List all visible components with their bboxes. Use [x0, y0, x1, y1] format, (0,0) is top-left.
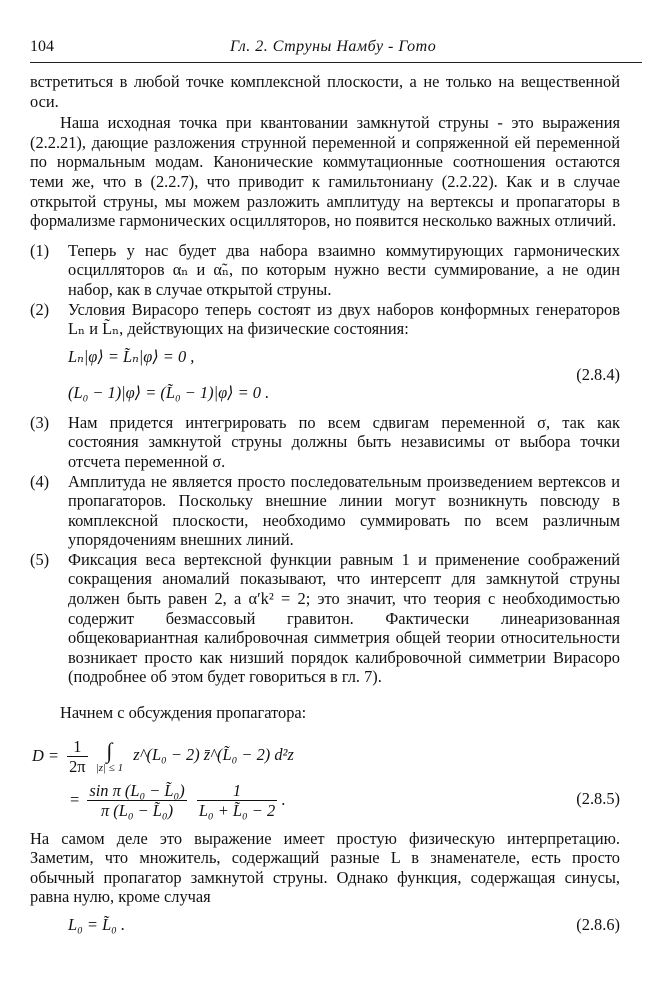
list-item-number: (3): [30, 412, 50, 432]
fraction-numerator: 1: [67, 737, 87, 758]
integral-sign: ∫: [106, 737, 113, 763]
fraction: [87, 781, 186, 821]
list-item-text: Фиксация веса вертексной функции равным 1 и применение соображений сокращения аномалий показывают, что интерсепт для замкнутой струны должен быть равен 2, а α′k² = 2; это значит, что теория с необходимостью содержит безмассовый гравитон. Фактически линеаризованная общековариантная калибровочная симметрия общей теории относительности возникает просто как низший порядок калибровочной симметрии Вирасоро (подробнее об этом будет говориться в гл. 7).: [68, 549, 620, 687]
fraction: [197, 781, 277, 821]
integrand: z^(L₀ − 2) z̄^(L̃₀ − 2) d²z: [133, 745, 294, 765]
paragraph-continuation: встретиться в любой точке комплексной плоскости, а не только на вещественной оси.: [30, 72, 620, 111]
list-item-number: (2): [30, 299, 50, 319]
list-item-number: (4): [30, 471, 50, 491]
fraction-denominator: L₀ + L̃₀ − 2: [198, 801, 276, 821]
list-item: [30, 413, 620, 472]
list-item-text: Теперь у нас будет два набора взаимно коммутирующих гармонических осцилляторов αₙ и α̃ₙ, по которым нужно вести суммирование, а не один набор, как в случае открытой струны.: [68, 240, 620, 299]
fraction: [67, 737, 87, 777]
list-item-text: Условия Вирасоро теперь состоят из двух наборов конформных генераторов Lₙ и L̃ₙ, действующих на физические состояния:: [68, 299, 620, 339]
equation-2-8-6: [30, 915, 620, 939]
fraction-numerator: sin π (L₀ − L̃₀): [89, 780, 185, 800]
list-item: [30, 241, 620, 300]
list-item: [30, 300, 620, 339]
equation-line: L₀ = L̃₀ .: [68, 915, 126, 934]
list-item-text: Амплитуда не является просто последовательным произведением вертексов и пропагаторов. Поскольку внешние линии могут возникнуть повсюду в комплексной плоскости, необходимо суммировать по всем различным упорядочениям внешних линий.: [68, 471, 620, 550]
equation-2-8-4: [30, 343, 620, 409]
running-title: Гл. 2. Струны Намбу - Гото: [230, 38, 437, 55]
equation-line: = $\frac{\text{sin π (L₀ − L̃₀)}}{\text{π (L₀ − L̃₀)}}$ $\frac{1}{\text{L₀ + L̃₀ − 2}}$ .: [70, 780, 286, 821]
fraction-numerator: 1: [197, 781, 277, 802]
list-item-text: Нам придется интегрировать по всем сдвигам переменной σ, так как состояния замкнутой струны должны быть независимы от выбора точки отсчета переменной σ.: [68, 412, 620, 471]
equation-number: (2.8.4): [576, 364, 620, 384]
integral-limit: |z| ≤ 1: [95, 761, 124, 774]
equation-lhs: D =: [32, 745, 59, 765]
page-body: [30, 72, 620, 939]
fraction-denominator: 2π: [69, 757, 86, 777]
header-rule: [30, 62, 642, 63]
page-number: 104: [30, 38, 54, 55]
page-header: [30, 38, 630, 60]
equation-2-8-5: [30, 731, 620, 823]
equation-line: (L₀ − 1)|φ⟩ = (L̃₀ − 1)|φ⟩ = 0 .: [68, 382, 270, 402]
list-item: [30, 550, 620, 687]
differences-list: [30, 241, 620, 687]
equation-line: Lₙ|φ⟩ = L̃ₙ|φ⟩ = 0 ,: [68, 346, 195, 366]
list-item: [30, 472, 620, 550]
equation-number: (2.8.6): [576, 915, 620, 934]
fraction-denominator: π (L₀ − L̃₀): [100, 801, 174, 821]
paragraph-quantization: Наша исходная точка при квантовании замкнутой струны - это выражения (2.2.21), дающие разложения струнной переменной и сопряженной ей переменной по нормальным модам. Канонические коммутационные соотношения остаются теми же, что в (2.2.7), что приводит к гамильтониану (2.2.22). Как и в случае открытой струны, мы можем разложить амплитуду на вертексы и пропагаторы в формализме гармонических осцилляторов, но появится несколько важных отличий.: [30, 113, 620, 231]
list-item-number: (1): [30, 240, 50, 260]
equation-number: (2.8.5): [576, 788, 620, 808]
paragraph-interpretation: На самом деле это выражение имеет простую физическую интерпретацию. Заметим, что множитель, содержащий разные L в знаменателе, есть просто обычный пропагатор замкнутой струны. Однако функция, содержащая синусы, равна нулю, кроме случая: [30, 828, 620, 907]
equation-line: [32, 737, 294, 777]
list-item-number: (5): [30, 549, 50, 569]
equals-sign: =: [70, 789, 80, 809]
integral: [95, 737, 124, 774]
paragraph-propagator-intro: Начнем с обсуждения пропагатора:: [60, 703, 307, 723]
